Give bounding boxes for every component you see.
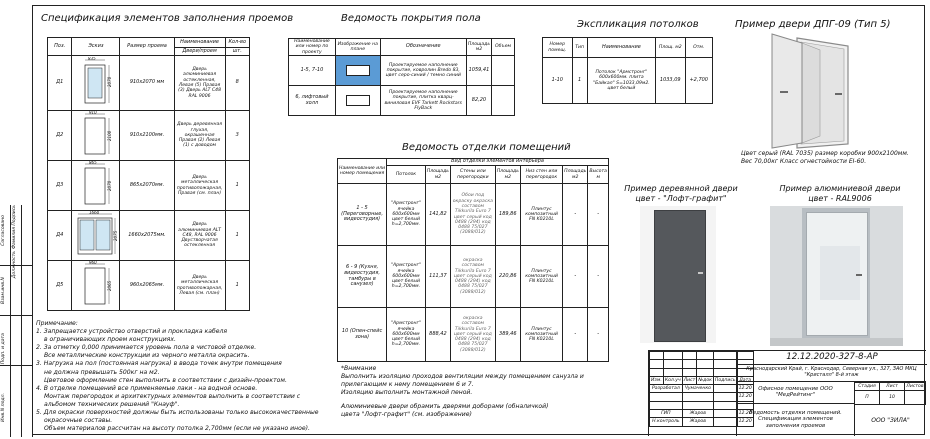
floor-swatch-vinyl xyxy=(346,95,370,106)
finish-room: 6 - 9 (Кухня, видеостудия, тамбуры в санузел) xyxy=(338,246,387,308)
note-line: окрасочные составы. xyxy=(44,417,113,425)
floor-desc: Проектируемое наполнение покрытие, плитка кварц-виниловая EVF Tarkett Rockstars FlyBack xyxy=(380,86,466,116)
floor-vol xyxy=(492,86,515,116)
stamp-date: 12.20 xyxy=(738,394,752,400)
attention-line: прилегающим к нему помещением 6 и 7. xyxy=(341,381,474,389)
floor-vol xyxy=(492,56,515,86)
floor-desc: Проектируемое наполнение покрытие, ковролин Bredo 83, цвет серо-синий / темно синий xyxy=(380,56,466,86)
stamp-role: ГИП xyxy=(650,410,683,418)
finish-h-walls: Стены или перегородки xyxy=(451,166,496,184)
spec-pos: Д5 xyxy=(48,261,72,311)
ceiling-table xyxy=(542,37,713,104)
ceiling-area: 1033,09 xyxy=(655,58,685,104)
finish-ceiling: "Армстронг" ячейка 600х600мм цвет белый h=2,700мм. xyxy=(387,308,426,362)
finish-base: Плинтус композитный FN K0210L xyxy=(520,308,562,362)
finish-room: 1 - 5 (Переговорные, видеостудия) xyxy=(338,184,387,246)
ceiling-type: 1 xyxy=(572,58,587,104)
table-row xyxy=(48,56,250,111)
attention-line: Выполнить изоляцию проходов вентиляции между помещением санузла и xyxy=(341,373,584,381)
ceiling-h-num: Номер помещ. xyxy=(543,38,573,58)
ceiling-mark: +2,700 xyxy=(685,58,713,104)
floor-h-image: Изображение на плане xyxy=(335,39,380,56)
note-line: Монтаж перегородок и архитектурных элементов выполнить в соответствии с xyxy=(44,392,301,400)
stamp-company: ООО "ЗИЛА" xyxy=(854,404,926,436)
floor-title: Ведомость покрытия пола xyxy=(341,13,481,24)
floor-h-name: Наименование или номер по проекту xyxy=(289,39,336,56)
stamp-person: Жаров xyxy=(682,410,713,418)
table-row xyxy=(48,161,250,211)
stamp-person xyxy=(682,393,713,401)
table-row xyxy=(289,86,515,116)
spec-qty: 3 xyxy=(225,111,250,161)
finish-h-h: Высота м xyxy=(588,166,609,184)
table-row xyxy=(48,211,250,261)
finish-wa: 220,86 xyxy=(495,246,520,308)
sketch-dim-h: 2070 xyxy=(106,76,112,87)
spec-h-sketch: Эскиз xyxy=(72,38,120,56)
spec-h-pos: Поз. xyxy=(48,38,72,56)
side-label-replace: Взам.инв.N xyxy=(1,277,6,304)
ceiling-title: Экспликация потолков xyxy=(577,19,699,30)
spec-size: 910х2100мм. xyxy=(120,111,174,161)
ceiling-num: 1-10 xyxy=(543,58,573,104)
finish-h: - xyxy=(588,184,609,246)
finish-h: - xyxy=(588,246,609,308)
stamp-date: 12.20 xyxy=(738,386,752,392)
spec-pos: Д4 xyxy=(48,211,72,261)
door-sketch xyxy=(72,56,120,111)
note-line: Цветовое оформление стен выполнить в соответствии с дизайн-проектом. xyxy=(44,376,287,384)
floor-swatch-carpet xyxy=(346,65,370,76)
table-row xyxy=(543,58,713,104)
stamp-col-doc: №док xyxy=(698,377,712,383)
door-sketch xyxy=(72,261,120,311)
finish-h-room: Наименование или номер помещения xyxy=(338,159,387,184)
attention-line: цвета "Лофт-графит" (см. изображение) xyxy=(341,411,472,419)
finish-base: Плинтус композитный FN K0210L xyxy=(520,184,562,246)
floor-area: 82,20 xyxy=(466,86,491,116)
finish-h-base: Низ стен или перегородок xyxy=(520,166,562,184)
finish-ceiling: "Армстронг" ячейка 600х600мм цвет белый h=2,700мм. xyxy=(387,184,426,246)
door-sketch xyxy=(72,161,120,211)
sketch-dim-h: 2065 xyxy=(106,280,112,292)
finish-ba: - xyxy=(563,308,588,362)
floor-table xyxy=(288,38,515,116)
floor-h-desc: Обозначение xyxy=(380,39,466,56)
spec-size: 960х2065мм. xyxy=(120,261,174,311)
side-stamp xyxy=(0,205,33,437)
stamp-date: 12.20 xyxy=(738,411,752,417)
table-row xyxy=(338,308,609,362)
spec-pos: Д2 xyxy=(48,111,72,161)
spec-name: Дверь алюминиевая ALT C48, RAL 9006 Двустворчатая остекленная xyxy=(174,211,225,261)
sketch-dim-h: 2100 xyxy=(106,130,112,142)
note-line: альбомом технических решений "Кнауф". xyxy=(44,400,180,408)
stamp-sheet-h: Лист xyxy=(880,383,905,391)
spec-qty: 1 xyxy=(225,211,250,261)
stamp-col-izm: Изм. xyxy=(651,377,662,383)
stamp-sheet-v: 10 xyxy=(880,391,905,405)
ceiling-h-mark: Отм. xyxy=(685,38,713,58)
door-sketch xyxy=(72,111,120,161)
stamp-role: Н.контроль xyxy=(650,418,683,426)
finish-h: - xyxy=(588,308,609,362)
stamp-date: 12.20 xyxy=(738,419,752,425)
attention-line: Изоляцию выполнить монтажной пеной. xyxy=(341,389,473,397)
note-line: в ограничивающих проем конструкциях. xyxy=(44,336,176,344)
spec-qty: 1 xyxy=(225,161,250,211)
stamp-col-date: Дата xyxy=(737,376,753,384)
spec-pos: Д1 xyxy=(48,56,72,111)
dpg-door-image xyxy=(752,32,882,150)
ceiling-name: Потолок "Армстронг" 600х600мм. плита "Байкал" S=1033,09м2. цвет белый xyxy=(587,58,655,104)
note-line: Объем материалов рассчитан на высоту потолка 2,700мм (если не указано иное). xyxy=(44,425,310,433)
floor-h-area: Площадь м2 xyxy=(466,39,491,56)
spec-sub-doors: Двери/проем xyxy=(174,48,225,56)
side-label-sign-date: Подп. и дата xyxy=(1,333,6,365)
floor-rooms: 6, лифтовый холл xyxy=(289,86,336,116)
spec-h-name: Наименование xyxy=(174,38,225,48)
floor-rooms: 1-5, 7-10 xyxy=(289,56,336,86)
stamp-col-kol: Кол.уч xyxy=(664,377,681,383)
spec-size: 1660х2075мм. xyxy=(120,211,174,261)
door-sketch-metal-left xyxy=(75,261,117,307)
side-label-inv: Инв.N подл. xyxy=(1,393,6,422)
finish-ba: - xyxy=(563,246,588,308)
wood-door-image xyxy=(640,206,716,343)
finish-h-ceiling: Потолок xyxy=(387,166,426,184)
finish-h-ca: Площадь м2 xyxy=(425,166,450,184)
notes-block xyxy=(36,320,319,433)
spec-name: Дверь алюминиевая остекленная, Левая (5) Правая (3) Дверь ALT C48 RAL 9006 xyxy=(174,56,225,111)
stamp-sheets-h: Листов xyxy=(906,384,924,389)
spec-qty: 8 xyxy=(225,56,250,111)
spec-title: Спецификация элементов заполнения проемов xyxy=(41,13,294,24)
side-label-signature: Подпись xyxy=(12,205,17,226)
finish-h-group: Вид отделки элементов интерьера xyxy=(387,159,609,166)
stamp-sheets-v xyxy=(905,391,926,405)
title-block xyxy=(648,350,926,436)
wood-door-title: Пример деревянной двери цвет - "Лофт-графит" xyxy=(624,184,738,203)
stamp-stage-grid xyxy=(854,382,926,405)
finish-h-ba: Площадь м2 xyxy=(563,166,588,184)
dpg-caption: Цвет серый (RAL 7035) размер коробки 900х2100мм. Вес 70,00кг Класс огнестойкости EI-60. xyxy=(741,150,909,165)
finish-ceiling: "Армстронг" ячейка 600х600мм цвет белый h=2,700мм. xyxy=(387,246,426,308)
finish-walls: Обои под окраску окраска составом Tikkurila Euro 7 цвет серый код 0488 (294) код 0488 75/027 (3088/012) xyxy=(451,184,496,246)
spec-sub-pcs: шт. xyxy=(225,48,250,56)
sketch-dim-h: 2070 xyxy=(106,180,112,192)
attention-heading: *Внимание xyxy=(341,365,377,372)
table-row xyxy=(48,261,250,311)
stamp-person: Жаров xyxy=(682,418,713,426)
side-label-position: Должность xyxy=(12,251,17,279)
spec-name: Дверь металлическая противопожарная, Левая (см. план) xyxy=(174,261,225,311)
sketch-dim-w: 1660 xyxy=(88,211,100,216)
stamp-role: Разработал xyxy=(650,385,683,393)
note-line: Все металлические конструкции из черного металла окрасить. xyxy=(44,352,250,360)
side-label-surname: Фамилия xyxy=(12,227,17,249)
door-sketch-metal xyxy=(75,161,117,207)
spec-size: 865х2070мм. xyxy=(120,161,174,211)
finish-wa: 389,46 xyxy=(495,308,520,362)
ceiling-h-type: Тип xyxy=(572,38,587,58)
finish-ca: 888,42 xyxy=(425,308,450,362)
ceiling-h-area: Площ. м2 xyxy=(655,38,685,58)
spec-name: Дверь деревянная глухая, окрашенная Правая (2) Левая (1) с доводом xyxy=(174,111,225,161)
table-row xyxy=(338,184,609,246)
sketch-dim-w: 865 xyxy=(88,161,97,166)
spec-pos: Д3 xyxy=(48,161,72,211)
finish-walls: окраска составом Tikkurila Euro 7 цвет серый код 0488 (294) код 0488 75/027 (3088/012) xyxy=(451,246,496,308)
door-sketch-solid xyxy=(75,111,117,157)
finish-room: 10 (Опен-спейс зона) xyxy=(338,308,387,362)
sketch-dim-h: 2075 xyxy=(112,230,118,242)
notes-heading: Примечание: xyxy=(36,320,78,327)
alu-door-title: Пример алюминиевой двери цвет - RAL9006 xyxy=(779,184,901,203)
finish-ba: - xyxy=(563,184,588,246)
note-line: 1. Запрещается устройство отверстий и прокладка кабеля xyxy=(36,328,228,336)
spec-table xyxy=(47,37,250,311)
finish-table xyxy=(337,158,609,362)
table-row xyxy=(289,56,515,86)
note-line: 4. В отделке помещений все применяемые лаки - на водной основе. xyxy=(36,384,258,392)
spec-h-size: Размер проема xyxy=(120,38,174,56)
note-line: 2. За отметку 0,000 принимается уровень пола в чистовой отделке. xyxy=(36,344,257,352)
floor-swatch-cell xyxy=(335,56,380,86)
sketch-dim-w: 910 xyxy=(88,111,97,116)
alu-door-image xyxy=(770,206,903,346)
stamp-address: Краснодарский Край, г. Краснодар, Северная ул., 327, ЗАО МКЦ "Кристалл" 8-й этаж xyxy=(736,364,926,382)
finish-wa: 189,86 xyxy=(495,184,520,246)
sketch-dim-w: 835 xyxy=(87,56,96,61)
ceiling-h-name: Наименование xyxy=(587,38,655,58)
note-line: 5. Для окраски поверхностей должны быть использованы только высококачественные xyxy=(36,409,319,417)
table-row xyxy=(338,246,609,308)
floor-area: 1059,41 xyxy=(466,56,491,86)
side-label-agreed: Согласовано xyxy=(1,215,6,246)
stamp-col-list: Лист xyxy=(683,377,696,383)
stamp-role xyxy=(650,393,683,401)
sketch-dim-w: 960 xyxy=(88,261,97,266)
note-line: не должна превышать 500кг на м2. xyxy=(44,368,160,376)
stamp-title: Ведомость отделки помещений. Спецификация элементов заполнения проемов xyxy=(736,404,854,436)
finish-walls: окраска составом Tikkurila Euro 7 цвет серый код 0488 (294) код 0488 75/027 (3088/012) xyxy=(451,308,496,362)
attention-line: Алюминиевые двери обрамить дверями доборами (обналичкой) xyxy=(341,403,549,411)
stamp-person: Чумаченко xyxy=(682,385,713,393)
floor-h-vol: Объем xyxy=(492,39,515,56)
finish-ca: 111,37 xyxy=(425,246,450,308)
spec-size: 910х2070 мм xyxy=(120,56,174,111)
finish-base: Плинтус композитный FN K0210L xyxy=(520,246,562,308)
attention-block xyxy=(341,365,584,420)
finish-h-wa: Площадь м2 xyxy=(495,166,520,184)
door-sketch xyxy=(72,211,120,261)
table-row xyxy=(48,111,250,161)
floor-swatch-cell xyxy=(335,86,380,116)
finish-ca: 141,82 xyxy=(425,184,450,246)
dpg-title: Пример двери ДПГ-09 (Тип 5) xyxy=(735,19,891,30)
stamp-code: 12.12.2020-327-8-АР xyxy=(736,351,927,365)
spec-name: Дверь металлическая противопожарная, Правая (см. план) xyxy=(174,161,225,211)
note-line: 3. Нагрузка на пол (постоянная нагрузка) в ввода точек внутри помещения xyxy=(36,360,282,368)
stamp-object: Офисное помещение ООО "МедРейтинг" xyxy=(736,382,854,404)
spec-qty: 1 xyxy=(225,261,250,311)
stamp-stage-v: П xyxy=(855,391,880,405)
door-sketch-double xyxy=(74,211,118,257)
stamp-col-sign: Подпись xyxy=(714,377,736,383)
door-sketch-glazed xyxy=(75,57,117,107)
stamp-stage-h: Стадия xyxy=(855,383,880,391)
spec-h-qty: Кол-во xyxy=(225,38,250,48)
finish-title: Ведомость отделки помещений xyxy=(402,142,571,153)
